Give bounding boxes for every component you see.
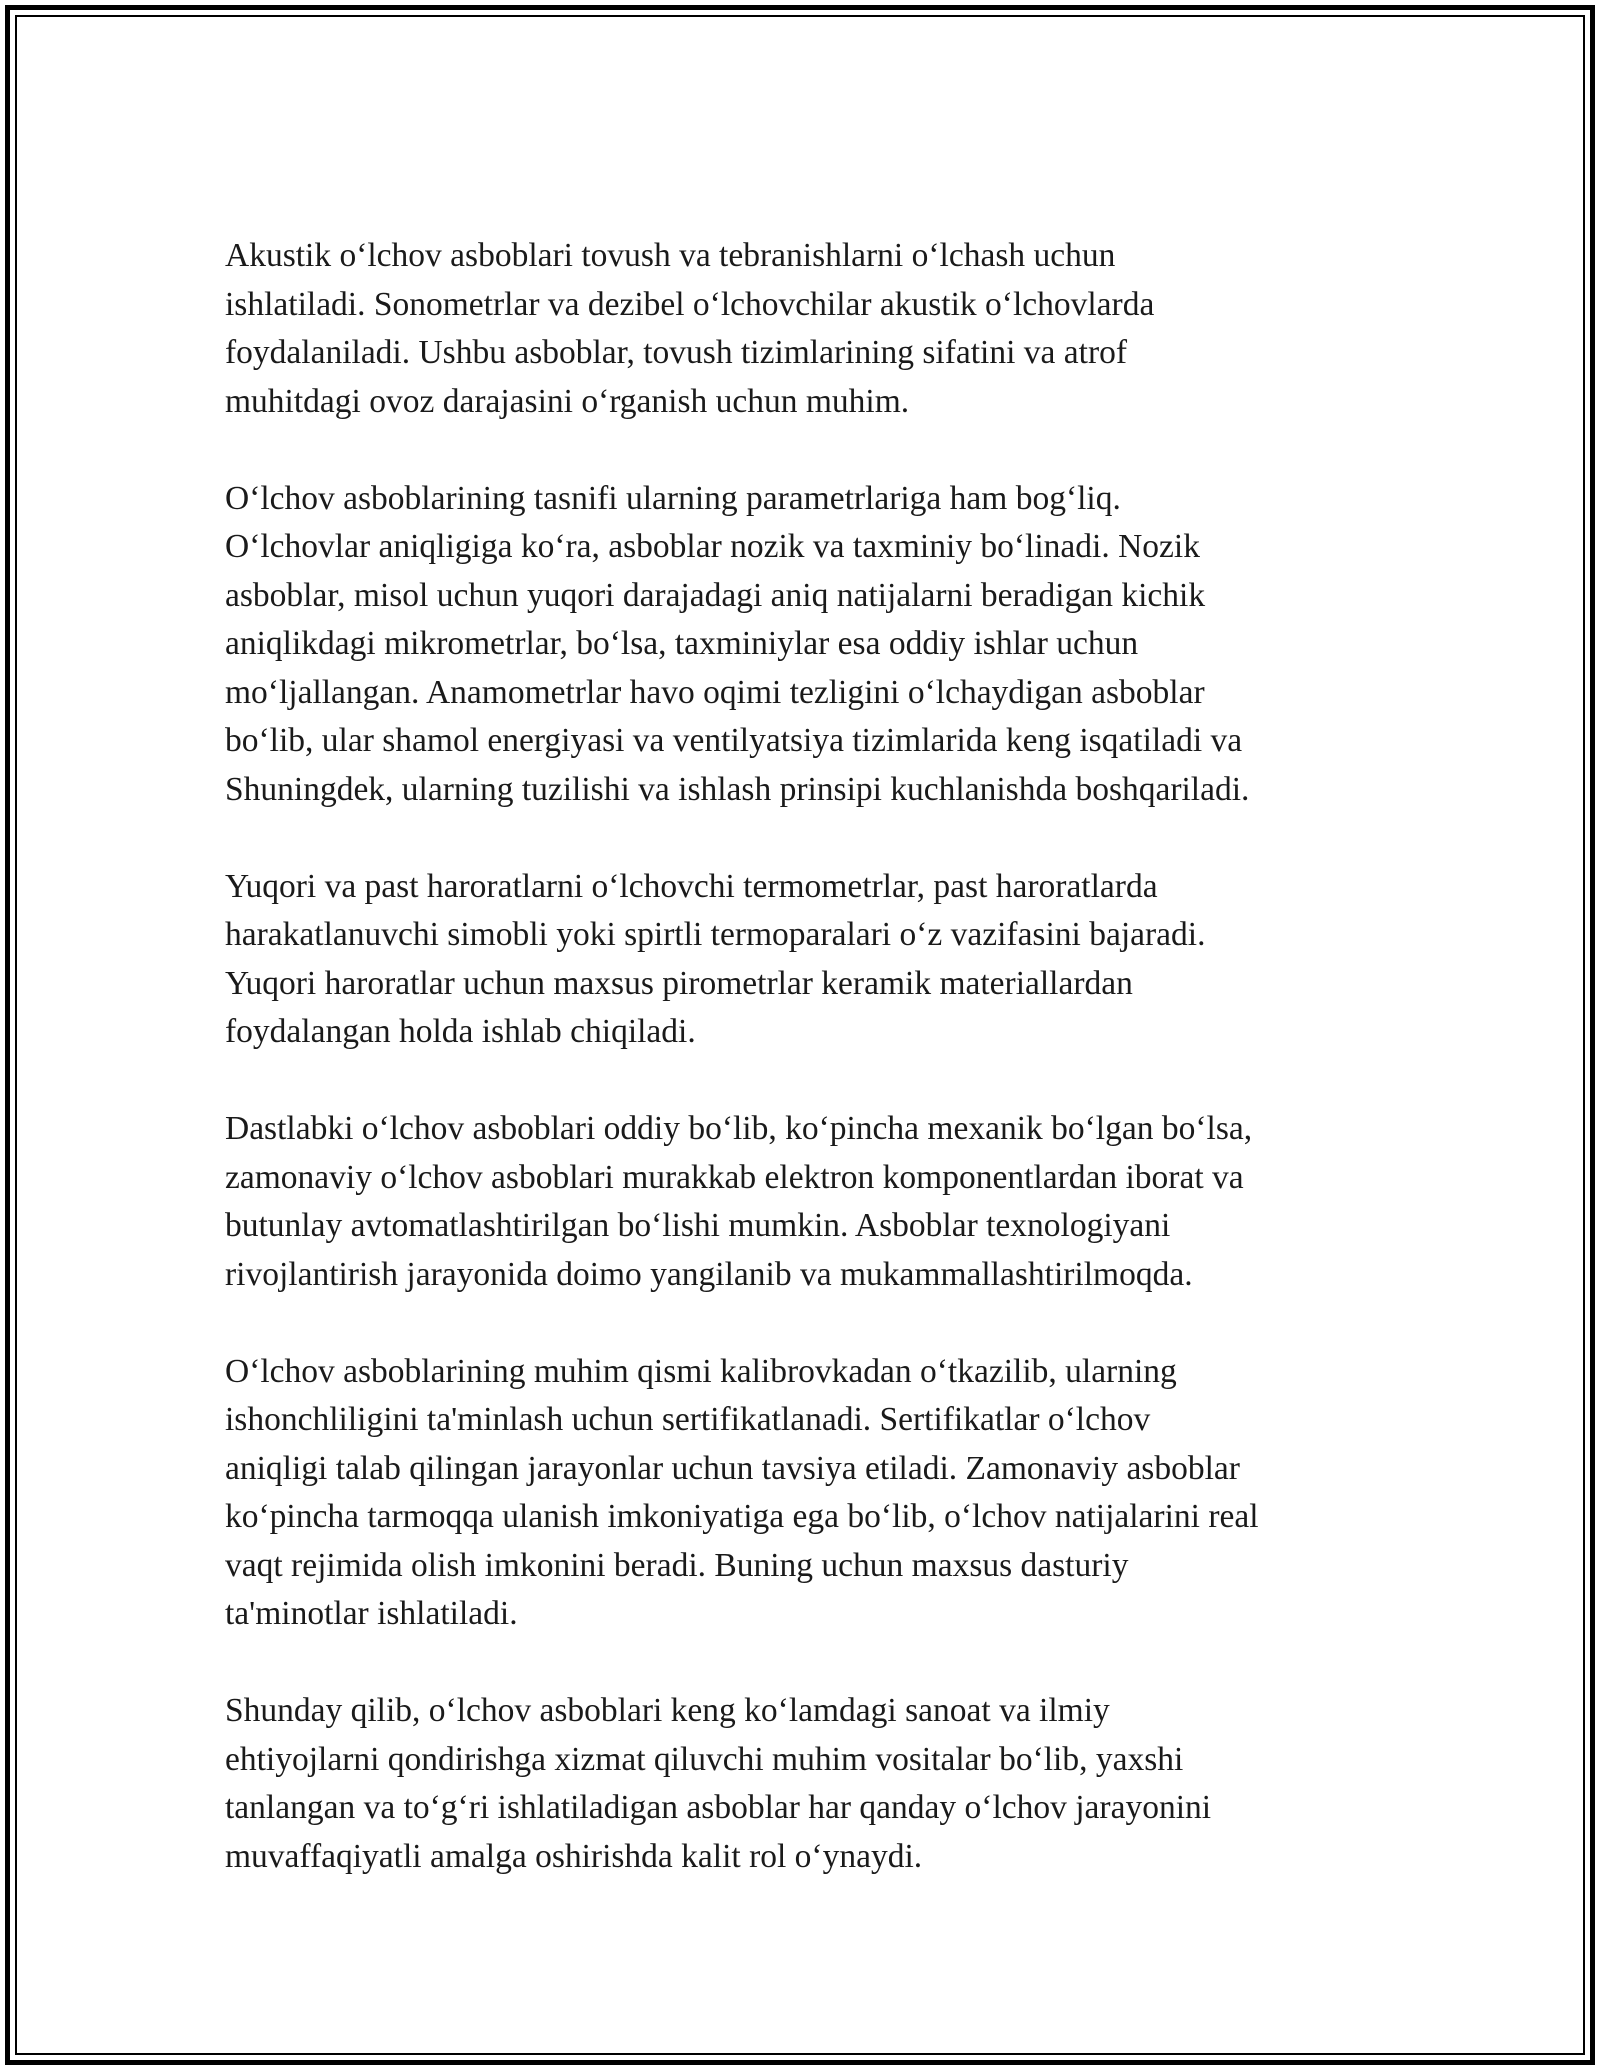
text-line: Oʻlchovlar aniqligiga koʻra, asboblar nozik va taxminiy boʻlinadi. Nozik (225, 528, 1200, 565)
text-line: ishlatiladi. Sonometrlar va dezibel oʻlchovchilar akustik oʻlchovlarda (225, 285, 1155, 323)
text-line: vaqt rejimida olish imkonini beradi. Buning uchun maxsus dasturiy (225, 1546, 1129, 1584)
text-line: koʻpincha tarmoqqa ulanish imkoniyatiga ega boʻlib, oʻlchov natijalarini real (225, 1498, 1259, 1535)
text-line: boʻlib, ular shamol energiyasi va ventilyatsiya tizimlarida keng isqatiladi va (225, 722, 1243, 759)
text-line: zamonaviy oʻlchov asboblari murakkab elektron komponentlardan iborat va (225, 1158, 1244, 1196)
paragraph-conclusion (225, 1687, 1385, 1881)
paragraph-calibration (225, 1348, 1385, 1639)
text-line: Oʻlchov asboblarining tasnifi ularning parametrlariga ham bogʻliq. (225, 479, 1121, 517)
text-line: muhitdagi ovoz darajasini oʻrganish uchun muhim. (225, 382, 910, 420)
text-line: asboblar, misol uchun yuqori darajadagi aniq natijalarni beradigan kichik (225, 576, 1206, 614)
text-line: Dastlabki oʻlchov asboblari oddiy boʻlib, koʻpincha mexanik boʻlgan boʻlsa, (225, 1110, 1253, 1147)
text-line: aniqlikdagi mikrometrlar, boʻlsa, taxminiylar esa oddiy ishlar uchun (225, 625, 1139, 662)
paragraph-modern-instruments (225, 1105, 1385, 1299)
text-line: Shuningdek, ularning tuzilishi va ishlash prinsipi kuchlanishda boshqariladi. (225, 770, 1250, 808)
text-line: butunlay avtomatlashtirilgan boʻlishi mumkin. Asboblar texnologiyani (225, 1207, 1171, 1244)
text-line: muvaffaqiyatli amalga oshirishda kalit rol oʻynaydi. (225, 1837, 923, 1875)
text-line: harakatlanuvchi simobli yoki spirtli termoparalari oʻz vazifasini bajaradi. (225, 916, 1206, 953)
text-line: foydalaniladi. Ushbu asboblar, tovush tizimlarining sifatini va atrof (225, 334, 1128, 371)
text-line: rivojlantirish jarayonida doimo yangilanib va mukammallashtirilmoqda. (225, 1255, 1193, 1293)
text-line: Oʻlchov asboblarining muhim qismi kalibrovkadan oʻtkazilib, ularning (225, 1352, 1177, 1390)
text-line: Yuqori va past haroratlarni oʻlchovchi termometrlar, past haroratlarda (225, 867, 1158, 905)
text-line: ehtiyojlarni qondirishga xizmat qiluvchi muhim vositalar boʻlib, yaxshi (225, 1740, 1184, 1778)
document-body (225, 232, 1385, 1881)
paragraph-thermometers (225, 863, 1385, 1057)
text-line: Yuqori haroratlar uchun maxsus pirometrlar keramik materiallardan (225, 964, 1133, 1002)
text-line: tanlangan va toʻgʻri ishlatiladigan asboblar har qanday oʻlchov jarayonini (225, 1789, 1212, 1826)
text-line: foydalangan holda ishlab chiqiladi. (225, 1013, 696, 1050)
paragraph-acoustic-instruments (225, 232, 1385, 426)
paragraph-classification (225, 475, 1385, 815)
text-line: ta'minotlar ishlatiladi. (225, 1595, 518, 1632)
text-line: ishonchliligini ta'minlash uchun sertifikatlanadi. Sertifikatlar oʻlchov (225, 1401, 1151, 1438)
text-line: Shunday qilib, oʻlchov asboblari keng koʻlamdagi sanoat va ilmiy (225, 1692, 1110, 1729)
text-line: aniqligi talab qilingan jarayonlar uchun tavsiya etiladi. Zamonaviy asboblar (225, 1449, 1240, 1487)
text-line: moʻljallangan. Anamometrlar havo oqimi tezligini oʻlchaydigan asboblar (225, 673, 1205, 711)
text-line: Akustik oʻlchov asboblari tovush va tebranishlarni oʻlchash uchun (225, 237, 1116, 274)
